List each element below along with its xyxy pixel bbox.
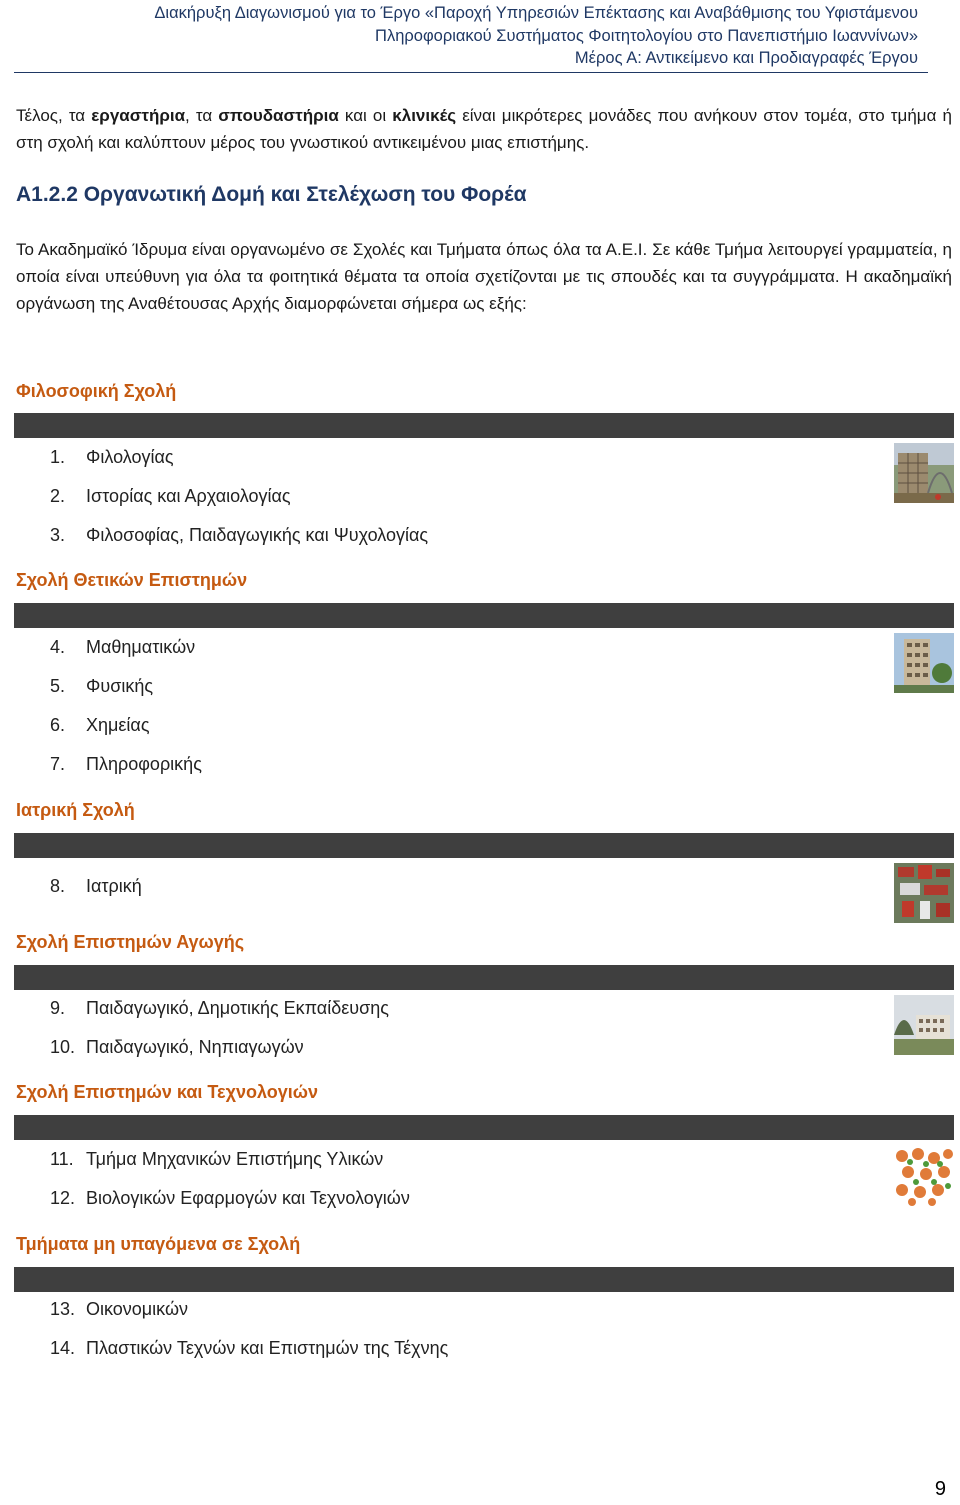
page-number: 9 [934,1478,946,1500]
department-item [50,637,195,658]
department-name: Φιλολογίας [86,447,174,467]
department-name: Ιατρική [86,876,142,896]
school-heading: Σχολή Επιστημών Αγωγής [16,932,245,952]
department-number: 8. [50,876,66,896]
aerial-photo-icon [894,863,954,923]
school-heading: Φιλοσοφική Σχολή [16,381,177,401]
department-number: 5. [50,676,66,696]
department-name: Ιστορίας και Αρχαιολογίας [86,486,291,506]
school-heading: Ιατρική Σχολή [16,800,135,820]
department-name: Παιδαγωγικό, Νηπιαγωγών [86,1037,304,1057]
school-heading: Σχολή Θετικών Επιστημών [16,570,248,590]
department-name: Πληροφορικής [86,754,202,774]
intro-paragraph [16,102,952,156]
department-name: Μαθηματικών [86,637,196,657]
department-item [50,754,202,775]
intro-bold-3: κλινικές [392,106,457,125]
document-header [154,2,918,70]
building-photo-icon [894,443,954,503]
department-name: Τμήμα Μηχανικών Επιστήμης Υλικών [86,1149,384,1169]
molecule-icon [894,1146,954,1206]
department-number: 11. [50,1149,74,1169]
department-item [50,1188,410,1209]
department-name: Χημείας [86,715,150,735]
department-item [50,715,150,736]
intro-text-2: , τα [185,106,219,125]
department-name: Βιολογικών Εφαρμογών και Τεχνολογιών [86,1188,410,1208]
school-bar [14,965,954,990]
department-item [50,1037,304,1058]
department-item [50,1149,383,1170]
school-heading: Τμήματα μη υπαγόμενα σε Σχολή [16,1234,301,1254]
header-line-2: Πληροφοριακού Συστήματος Φοιτητολογίου στο Πανεπιστήμιο Ιωαννίνων» [375,26,918,45]
department-item [50,447,174,468]
header-divider [14,72,928,73]
department-number: 4. [50,637,66,657]
intro-text-1: Τέλος, τα [16,106,92,125]
intro-text-3: και οι [338,106,393,125]
department-number: 13. [50,1299,76,1319]
school-bar [14,1115,954,1140]
intro-bold-1: εργαστήρια [91,106,186,125]
department-number: 6. [50,715,66,735]
department-item [50,998,389,1019]
department-name: Παιδαγωγικό, Δημοτικής Εκπαίδευσης [86,998,389,1018]
school-bar [14,603,954,628]
section-title: Α1.2.2 Οργανωτική Δομή και Στελέχωση του Φορέα [16,183,527,206]
department-name: Φιλοσοφίας, Παιδαγωγικής και Ψυχολογίας [86,525,429,545]
intro-bold-2: σπουδαστήρια [218,106,339,125]
department-name: Οικονομικών [86,1299,189,1319]
header-line-1: Διακήρυξη Διαγωνισμού για το Έργο «Παροχή Υπηρεσιών Επέκτασης και Αναβάθμισης του Υφιστάμενου [154,4,918,22]
school-bar [14,1267,954,1292]
department-number: 1. [50,447,66,467]
department-number: 3. [50,525,66,545]
intro-text-4: είναι μικρότερες μονάδες που ανήκουν στον τομέα, στο τμήμα ή στη σχολή και καλύπτουν μέρος του γνωστικού αντικειμένου μιας επιστήμης. [16,106,952,152]
campus-photo-icon [894,995,954,1055]
department-number: 14. [50,1338,76,1358]
department-number: 9. [50,998,66,1018]
header-line-3: Μέρος Α: Αντικείμενο και Προδιαγραφές Έργου [574,49,918,67]
department-number: 2. [50,486,66,506]
department-number: 12. [50,1188,76,1208]
department-item [50,676,153,697]
department-item [50,1299,188,1320]
department-name: Πλαστικών Τεχνών και Επιστημών της Τέχνης [86,1338,449,1358]
school-bar [14,413,954,438]
department-number: 7. [50,754,66,774]
department-number: 10. [50,1037,76,1057]
department-item [50,1338,448,1359]
body-paragraph: Το Ακαδημαϊκό Ίδρυμα είναι οργανωμένο σε Σχολές και Τμήματα όπως όλα τα Α.Ε.Ι. Σε κάθε Τμήμα λειτουργεί γραμματεία, η οποία είναι υπεύθυνη για όλα τα φοιτητικά θέματα τα οποία σχετίζονται με τις σπουδές και τα συγγράμματα. Η ακαδημαϊκή οργάνωση της Αναθέτουσας Αρχής διαμορφώνεται σήμερα ως εξής: [16,240,952,313]
department-name: Φυσικής [86,676,153,696]
department-item [50,525,428,546]
department-item [50,876,142,897]
department-item [50,486,291,507]
tower-photo-icon [894,633,954,693]
school-heading: Σχολή Επιστημών και Τεχνολογιών [16,1082,318,1102]
school-bar [14,833,954,858]
